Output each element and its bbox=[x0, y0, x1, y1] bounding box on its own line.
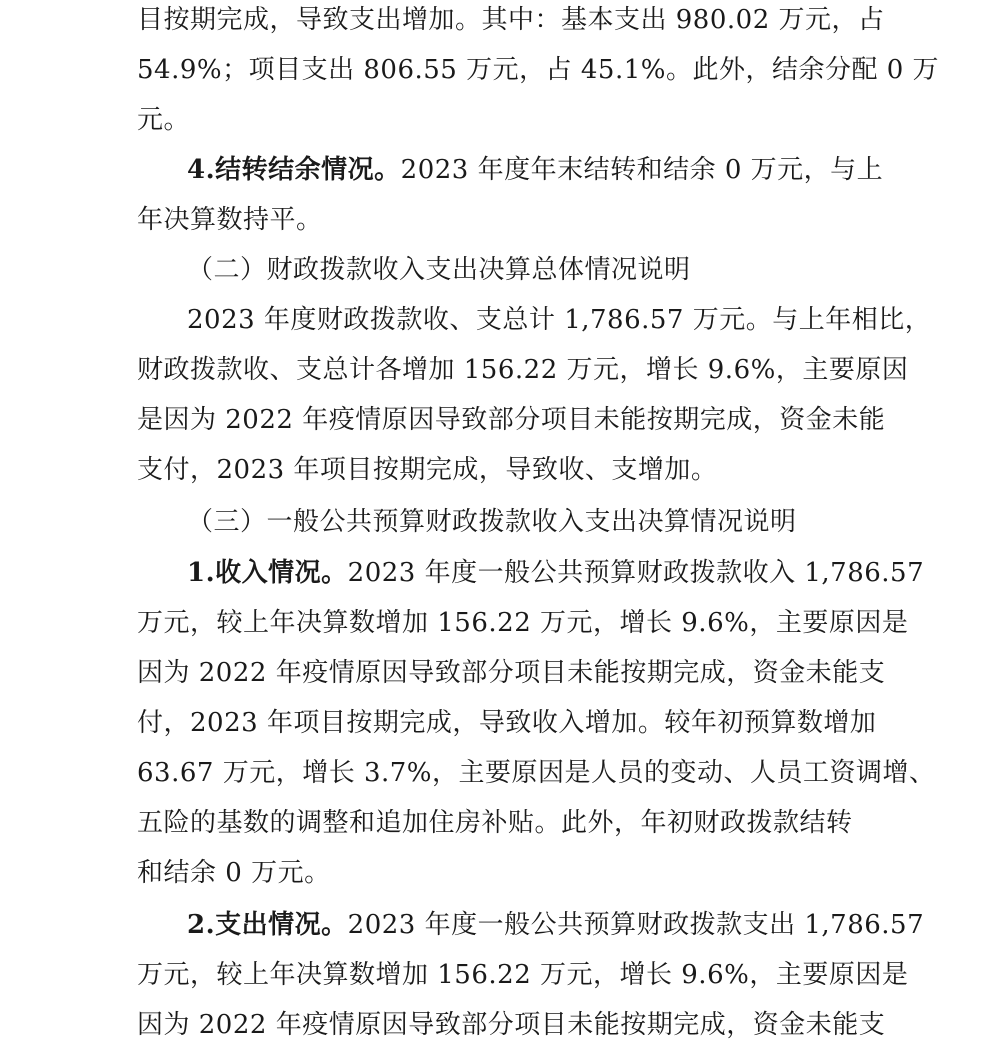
text-line: 因为 2022 年疫情原因导致部分项目未能按期完成，资金未能支 bbox=[137, 1010, 886, 1040]
text-span: 2023 年度一般公共预算财政拨款收入 1,786.57 bbox=[347, 558, 925, 588]
text-span: 2023 年度一般公共预算财政拨款支出 1,786.57 bbox=[347, 910, 925, 940]
text-line: 因为 2022 年疫情原因导致部分项目未能按期完成，资金未能支 bbox=[137, 658, 886, 688]
section-label: 4.结转结余情况。 bbox=[187, 155, 401, 185]
text-line: 付，2023 年项目按期完成，导致收入增加。较年初预算数增加 bbox=[137, 708, 877, 738]
section-heading: （三）一般公共预算财政拨款收入支出决算情况说明 bbox=[187, 507, 797, 537]
text-line: 万元，较上年决算数增加 156.22 万元，增长 9.6%，主要原因是 bbox=[137, 608, 909, 638]
text-line: 63.67 万元，增长 3.7%，主要原因是人员的变动、人员工资调增、 bbox=[137, 758, 936, 788]
text-line: 2023 年度财政拨款收、支总计 1,786.57 万元。与上年相比， bbox=[187, 305, 932, 335]
paragraph-line bbox=[187, 145, 883, 195]
text-line: 财政拨款收、支总计各增加 156.22 万元，增长 9.6%，主要原因 bbox=[137, 355, 909, 385]
text-line: 元。 bbox=[137, 105, 191, 135]
text-line: 和结余 0 万元。 bbox=[137, 858, 331, 888]
text-line: 支付，2023 年项目按期完成，导致收、支增加。 bbox=[137, 455, 718, 485]
section-label: 1.收入情况。 bbox=[187, 558, 348, 588]
text-span: 2023 年度年末结转和结余 0 万元，与上 bbox=[400, 155, 884, 185]
section-label: 2.支出情况。 bbox=[187, 910, 348, 940]
paragraph-line bbox=[187, 548, 924, 598]
text-line: 54.9%；项目支出 806.55 万元，占 45.1%。此外，结余分配 0 万 bbox=[137, 55, 940, 85]
text-line: 目按期完成，导致支出增加。其中：基本支出 980.02 万元，占 bbox=[137, 5, 885, 35]
section-heading: （二）财政拨款收入支出决算总体情况说明 bbox=[187, 255, 691, 285]
paragraph-line bbox=[187, 900, 924, 950]
text-line: 五险的基数的调整和追加住房补贴。此外，年初财政拨款结转 bbox=[137, 808, 853, 838]
text-line: 是因为 2022 年疫情原因导致部分项目未能按期完成，资金未能 bbox=[137, 405, 886, 435]
text-line: 万元，较上年决算数增加 156.22 万元，增长 9.6%，主要原因是 bbox=[137, 960, 909, 990]
text-line: 年决算数持平。 bbox=[137, 205, 323, 235]
